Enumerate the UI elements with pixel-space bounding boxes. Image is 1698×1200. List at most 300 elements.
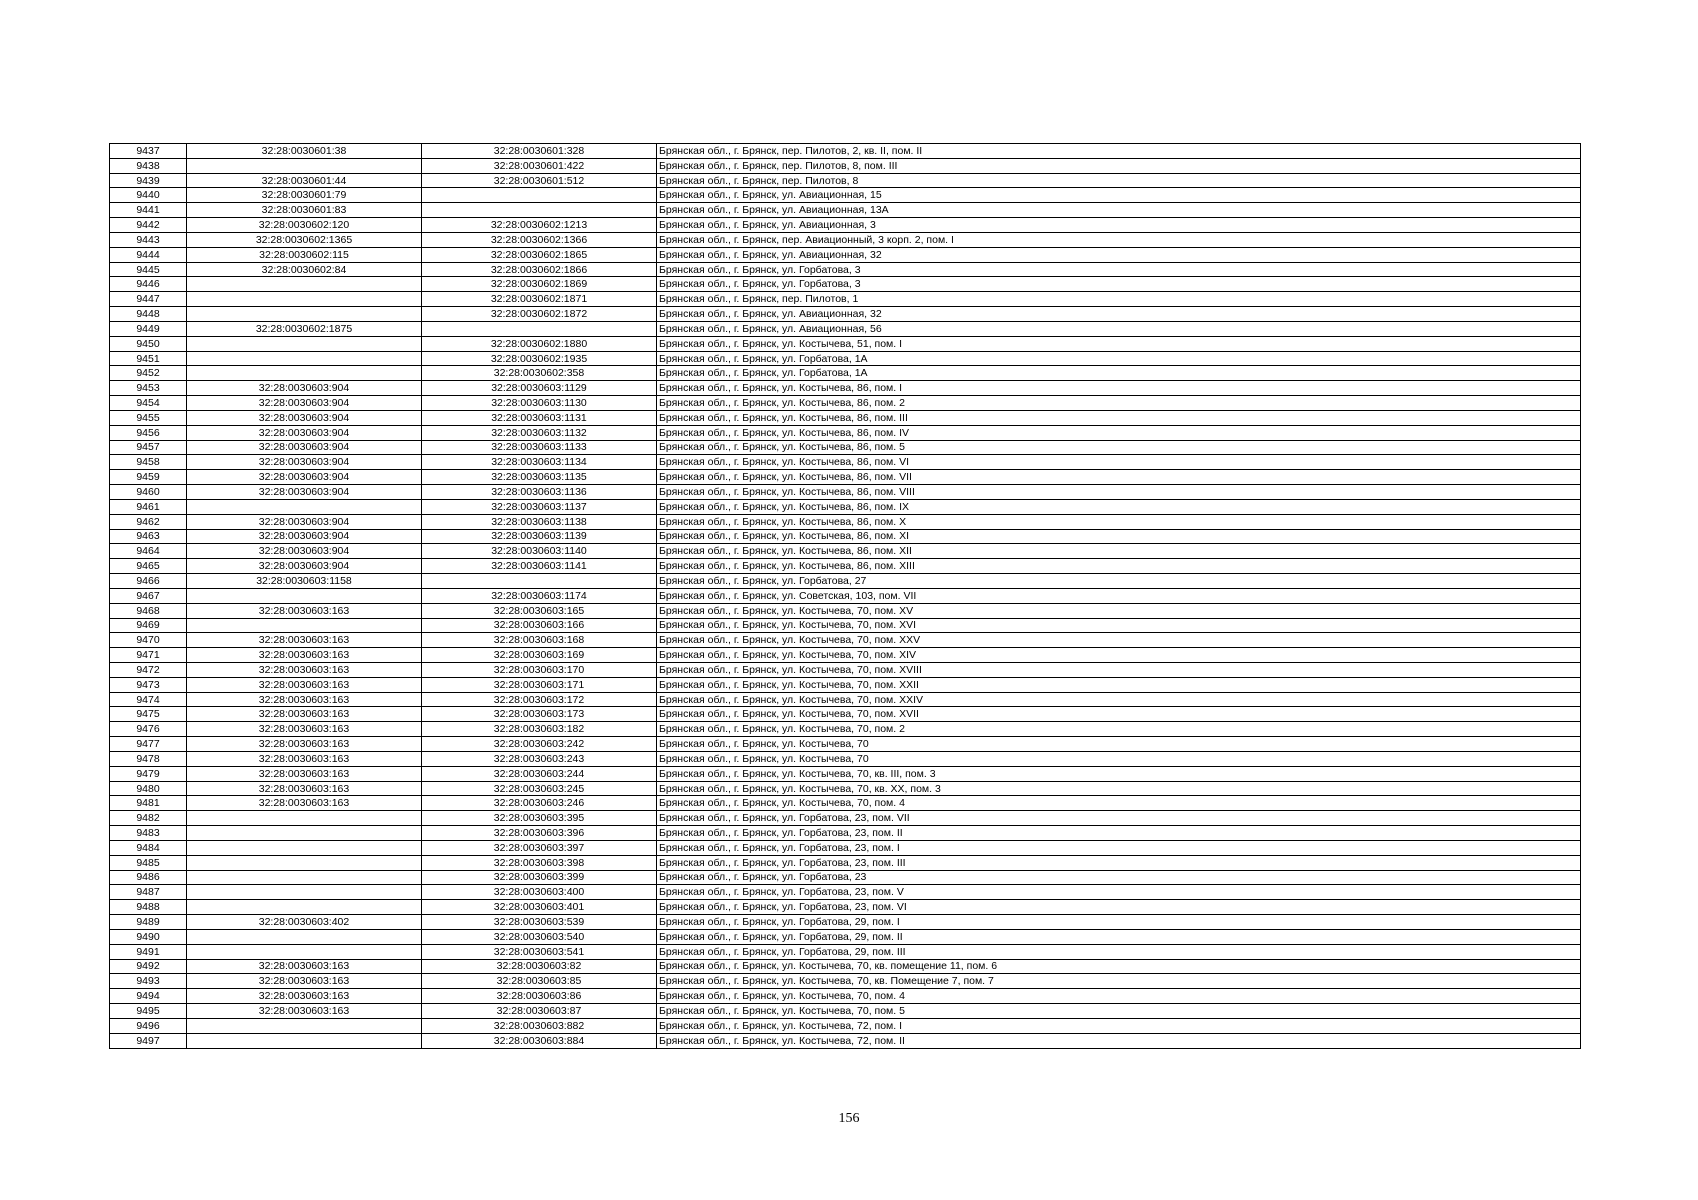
address-cell: Брянская обл., г. Брянск, ул. Костычева, 70, пом. 4 [657, 796, 1581, 811]
row-number-cell: 9449 [110, 321, 187, 336]
address-cell: Брянская обл., г. Брянск, ул. Горбатова, 29, пом. III [657, 944, 1581, 959]
cadastral-number-cell: 32:28:0030602:1865 [422, 247, 657, 262]
cadastral-number-cell [422, 203, 657, 218]
address-cell: Брянская обл., г. Брянск, пер. Пилотов, 2, кв. II, пом. II [657, 144, 1581, 159]
address-cell: Брянская обл., г. Брянск, пер. Пилотов, 1 [657, 292, 1581, 307]
row-number-cell: 9461 [110, 499, 187, 514]
row-number-cell: 9477 [110, 737, 187, 752]
cadastral-number-cell: 32:28:0030603:1133 [422, 440, 657, 455]
address-cell: Брянская обл., г. Брянск, ул. Костычева, 70, пом. XIV [657, 648, 1581, 663]
row-number-cell: 9478 [110, 751, 187, 766]
table-row [110, 158, 1581, 173]
parent-cadastral-number-cell: 32:28:0030603:163 [187, 1004, 422, 1019]
cadastral-number-cell: 32:28:0030603:1140 [422, 544, 657, 559]
address-cell: Брянская обл., г. Брянск, ул. Костычева, 70, кв. III, пом. 3 [657, 766, 1581, 781]
cadastral-number-cell: 32:28:0030603:397 [422, 840, 657, 855]
row-number-cell: 9451 [110, 351, 187, 366]
cadastral-number-cell: 32:28:0030601:328 [422, 144, 657, 159]
address-cell: Брянская обл., г. Брянск, ул. Костычева, 70, пом. XVII [657, 707, 1581, 722]
row-number-cell: 9473 [110, 677, 187, 692]
table-row [110, 677, 1581, 692]
cadastral-number-cell: 32:28:0030603:165 [422, 603, 657, 618]
cadastral-number-cell: 32:28:0030603:395 [422, 811, 657, 826]
cadastral-number-cell: 32:28:0030603:540 [422, 929, 657, 944]
parent-cadastral-number-cell [187, 811, 422, 826]
cadastral-number-cell: 32:28:0030603:1138 [422, 514, 657, 529]
parent-cadastral-number-cell [187, 336, 422, 351]
parent-cadastral-number-cell: 32:28:0030603:904 [187, 455, 422, 470]
row-number-cell: 9448 [110, 307, 187, 322]
table-row [110, 974, 1581, 989]
parent-cadastral-number-cell: 32:28:0030603:904 [187, 544, 422, 559]
parent-cadastral-number-cell [187, 292, 422, 307]
table-row [110, 455, 1581, 470]
cadastral-number-cell: 32:28:0030603:541 [422, 944, 657, 959]
address-cell: Брянская обл., г. Брянск, ул. Костычева, 70, пом. 4 [657, 989, 1581, 1004]
address-cell: Брянская обл., г. Брянск, ул. Горбатова, 23, пом. VII [657, 811, 1581, 826]
row-number-cell: 9493 [110, 974, 187, 989]
table-row [110, 840, 1581, 855]
parent-cadastral-number-cell: 32:28:0030603:163 [187, 692, 422, 707]
table-row [110, 173, 1581, 188]
address-cell: Брянская обл., г. Брянск, ул. Костычева, 72, пом. II [657, 1033, 1581, 1048]
cadastral-number-cell: 32:28:0030601:422 [422, 158, 657, 173]
row-number-cell: 9468 [110, 603, 187, 618]
parent-cadastral-number-cell: 32:28:0030603:904 [187, 485, 422, 500]
address-cell: Брянская обл., г. Брянск, ул. Костычева, 86, пом. VIII [657, 485, 1581, 500]
table-row [110, 307, 1581, 322]
cadastral-number-cell: 32:28:0030603:169 [422, 648, 657, 663]
table-row [110, 989, 1581, 1004]
address-cell: Брянская обл., г. Брянск, ул. Авиационная, 32 [657, 247, 1581, 262]
table-row [110, 366, 1581, 381]
table-row [110, 885, 1581, 900]
row-number-cell: 9491 [110, 944, 187, 959]
parent-cadastral-number-cell: 32:28:0030603:402 [187, 915, 422, 930]
row-number-cell: 9453 [110, 381, 187, 396]
row-number-cell: 9438 [110, 158, 187, 173]
table-row [110, 662, 1581, 677]
parent-cadastral-number-cell [187, 1033, 422, 1048]
parent-cadastral-number-cell: 32:28:0030603:904 [187, 425, 422, 440]
cadastral-number-cell: 32:28:0030603:1132 [422, 425, 657, 440]
parent-cadastral-number-cell: 32:28:0030603:1158 [187, 574, 422, 589]
address-cell: Брянская обл., г. Брянск, пер. Авиационный, 3 корп. 2, пом. I [657, 232, 1581, 247]
table-row [110, 559, 1581, 574]
row-number-cell: 9483 [110, 826, 187, 841]
table-row [110, 603, 1581, 618]
table-row [110, 959, 1581, 974]
row-number-cell: 9485 [110, 855, 187, 870]
table-row [110, 440, 1581, 455]
address-cell: Брянская обл., г. Брянск, ул. Костычева, 70, пом. XV [657, 603, 1581, 618]
parent-cadastral-number-cell: 32:28:0030602:115 [187, 247, 422, 262]
address-cell: Брянская обл., г. Брянск, ул. Костычева, 51, пом. I [657, 336, 1581, 351]
address-cell: Брянская обл., г. Брянск, ул. Костычева, 86, пом. 2 [657, 396, 1581, 411]
address-cell: Брянская обл., г. Брянск, ул. Костычева, 86, пом. III [657, 410, 1581, 425]
cadastral-number-cell: 32:28:0030603:399 [422, 870, 657, 885]
row-number-cell: 9442 [110, 218, 187, 233]
row-number-cell: 9467 [110, 588, 187, 603]
table-row [110, 870, 1581, 885]
parent-cadastral-number-cell [187, 840, 422, 855]
parent-cadastral-number-cell [187, 855, 422, 870]
parent-cadastral-number-cell: 32:28:0030602:120 [187, 218, 422, 233]
parent-cadastral-number-cell: 32:28:0030603:904 [187, 381, 422, 396]
table-row [110, 485, 1581, 500]
address-cell: Брянская обл., г. Брянск, ул. Авиационная, 3 [657, 218, 1581, 233]
row-number-cell: 9469 [110, 618, 187, 633]
address-cell: Брянская обл., г. Брянск, ул. Костычева, 70, пом. 5 [657, 1004, 1581, 1019]
table-row [110, 529, 1581, 544]
table-row [110, 396, 1581, 411]
cadastral-number-cell: 32:28:0030603:398 [422, 855, 657, 870]
row-number-cell: 9456 [110, 425, 187, 440]
address-cell: Брянская обл., г. Брянск, ул. Авиационная, 32 [657, 307, 1581, 322]
parent-cadastral-number-cell: 32:28:0030603:163 [187, 707, 422, 722]
cadastral-number-cell: 32:28:0030602:1366 [422, 232, 657, 247]
cadastral-number-cell: 32:28:0030603:1141 [422, 559, 657, 574]
row-number-cell: 9446 [110, 277, 187, 292]
address-cell: Брянская обл., г. Брянск, ул. Костычева, 70, пом. 2 [657, 722, 1581, 737]
table-row [110, 781, 1581, 796]
row-number-cell: 9464 [110, 544, 187, 559]
row-number-cell: 9488 [110, 900, 187, 915]
cadastral-number-cell [422, 188, 657, 203]
address-cell: Брянская обл., г. Брянск, ул. Горбатова, 23, пом. V [657, 885, 1581, 900]
row-number-cell: 9441 [110, 203, 187, 218]
row-number-cell: 9439 [110, 173, 187, 188]
parent-cadastral-number-cell [187, 277, 422, 292]
cadastral-number-cell: 32:28:0030603:539 [422, 915, 657, 930]
row-number-cell: 9497 [110, 1033, 187, 1048]
cadastral-number-cell: 32:28:0030603:882 [422, 1018, 657, 1033]
table-row [110, 188, 1581, 203]
address-cell: Брянская обл., г. Брянск, ул. Горбатова, 23 [657, 870, 1581, 885]
cadastral-number-cell: 32:28:0030603:85 [422, 974, 657, 989]
address-cell: Брянская обл., г. Брянск, ул. Горбатова, 27 [657, 574, 1581, 589]
table-row [110, 203, 1581, 218]
table-row [110, 766, 1581, 781]
row-number-cell: 9463 [110, 529, 187, 544]
table-row [110, 247, 1581, 262]
row-number-cell: 9458 [110, 455, 187, 470]
address-cell: Брянская обл., г. Брянск, пер. Пилотов, 8 [657, 173, 1581, 188]
address-cell: Брянская обл., г. Брянск, ул. Костычева, 86, пом. 5 [657, 440, 1581, 455]
row-number-cell: 9492 [110, 959, 187, 974]
address-cell: Брянская обл., г. Брянск, ул. Горбатова, 23, пом. I [657, 840, 1581, 855]
cadastral-number-cell: 32:28:0030603:86 [422, 989, 657, 1004]
row-number-cell: 9472 [110, 662, 187, 677]
parent-cadastral-number-cell [187, 158, 422, 173]
parent-cadastral-number-cell: 32:28:0030603:163 [187, 662, 422, 677]
cadastral-number-cell: 32:28:0030603:1129 [422, 381, 657, 396]
parent-cadastral-number-cell: 32:28:0030603:904 [187, 410, 422, 425]
address-cell: Брянская обл., г. Брянск, ул. Костычева, 86, пом. IX [657, 499, 1581, 514]
cadastral-number-cell: 32:28:0030603:1137 [422, 499, 657, 514]
table-row [110, 855, 1581, 870]
table-row [110, 277, 1581, 292]
cadastral-number-cell: 32:28:0030602:1935 [422, 351, 657, 366]
table-row [110, 425, 1581, 440]
parent-cadastral-number-cell: 32:28:0030603:163 [187, 796, 422, 811]
table-row [110, 499, 1581, 514]
parent-cadastral-number-cell [187, 944, 422, 959]
row-number-cell: 9481 [110, 796, 187, 811]
address-cell: Брянская обл., г. Брянск, ул. Костычева, 86, пом. X [657, 514, 1581, 529]
table-row [110, 351, 1581, 366]
row-number-cell: 9490 [110, 929, 187, 944]
address-cell: Брянская обл., г. Брянск, ул. Костычева, 86, пом. IV [657, 425, 1581, 440]
parent-cadastral-number-cell [187, 929, 422, 944]
cadastral-number-cell: 32:28:0030603:401 [422, 900, 657, 915]
address-cell: Брянская обл., г. Брянск, ул. Советская, 103, пом. VII [657, 588, 1581, 603]
row-number-cell: 9479 [110, 766, 187, 781]
parent-cadastral-number-cell: 32:28:0030601:83 [187, 203, 422, 218]
parent-cadastral-number-cell: 32:28:0030603:904 [187, 440, 422, 455]
table-row [110, 1018, 1581, 1033]
cadastral-number-cell: 32:28:0030602:1872 [422, 307, 657, 322]
address-cell: Брянская обл., г. Брянск, ул. Костычева, 70, пом. XVIII [657, 662, 1581, 677]
table-row [110, 648, 1581, 663]
row-number-cell: 9482 [110, 811, 187, 826]
address-cell: Брянская обл., г. Брянск, ул. Костычева, 70, пом. XXIV [657, 692, 1581, 707]
address-cell: Брянская обл., г. Брянск, ул. Горбатова, 23, пом. II [657, 826, 1581, 841]
parent-cadastral-number-cell [187, 351, 422, 366]
cadastral-number-cell: 32:28:0030603:396 [422, 826, 657, 841]
cadastral-number-cell: 32:28:0030602:358 [422, 366, 657, 381]
address-cell: Брянская обл., г. Брянск, ул. Костычева, 70, пом. XVI [657, 618, 1581, 633]
parent-cadastral-number-cell [187, 870, 422, 885]
table-row [110, 826, 1581, 841]
parent-cadastral-number-cell [187, 885, 422, 900]
row-number-cell: 9437 [110, 144, 187, 159]
row-number-cell: 9443 [110, 232, 187, 247]
cadastral-number-cell: 32:28:0030603:82 [422, 959, 657, 974]
table-row [110, 588, 1581, 603]
address-cell: Брянская обл., г. Брянск, ул. Горбатова, 29, пом. I [657, 915, 1581, 930]
row-number-cell: 9459 [110, 470, 187, 485]
table-row [110, 218, 1581, 233]
table-row [110, 410, 1581, 425]
address-cell: Брянская обл., г. Брянск, ул. Костычева, 86, пом. VI [657, 455, 1581, 470]
table-row [110, 692, 1581, 707]
address-cell: Брянская обл., г. Брянск, ул. Костычева, 70, кв. XX, пом. 3 [657, 781, 1581, 796]
address-cell: Брянская обл., г. Брянск, ул. Костычева, 86, пом. I [657, 381, 1581, 396]
row-number-cell: 9462 [110, 514, 187, 529]
cadastral-number-cell [422, 574, 657, 589]
parent-cadastral-number-cell: 32:28:0030603:163 [187, 989, 422, 1004]
cadastral-number-cell: 32:28:0030603:246 [422, 796, 657, 811]
cadastral-number-cell: 32:28:0030603:244 [422, 766, 657, 781]
row-number-cell: 9494 [110, 989, 187, 1004]
parent-cadastral-number-cell: 32:28:0030603:163 [187, 766, 422, 781]
parent-cadastral-number-cell: 32:28:0030603:904 [187, 529, 422, 544]
table-row [110, 929, 1581, 944]
cadastral-number-cell: 32:28:0030602:1871 [422, 292, 657, 307]
cadastral-number-cell: 32:28:0030603:87 [422, 1004, 657, 1019]
table-row [110, 751, 1581, 766]
table-row [110, 915, 1581, 930]
cadastral-number-cell: 32:28:0030603:1136 [422, 485, 657, 500]
cadastral-number-cell: 32:28:0030602:1866 [422, 262, 657, 277]
parent-cadastral-number-cell: 32:28:0030603:904 [187, 470, 422, 485]
cadastral-number-cell: 32:28:0030602:1213 [422, 218, 657, 233]
parent-cadastral-number-cell [187, 588, 422, 603]
address-cell: Брянская обл., г. Брянск, ул. Костычева, 86, пом. XII [657, 544, 1581, 559]
table-row [110, 618, 1581, 633]
parent-cadastral-number-cell: 32:28:0030603:163 [187, 722, 422, 737]
row-number-cell: 9465 [110, 559, 187, 574]
row-number-cell: 9474 [110, 692, 187, 707]
row-number-cell: 9476 [110, 722, 187, 737]
parent-cadastral-number-cell: 32:28:0030603:904 [187, 396, 422, 411]
parent-cadastral-number-cell: 32:28:0030602:84 [187, 262, 422, 277]
parent-cadastral-number-cell [187, 307, 422, 322]
address-cell: Брянская обл., г. Брянск, ул. Костычева, 70, кв. помещение 11, пом. 6 [657, 959, 1581, 974]
parent-cadastral-number-cell [187, 826, 422, 841]
table-row [110, 944, 1581, 959]
address-cell: Брянская обл., г. Брянск, ул. Авиационная, 56 [657, 321, 1581, 336]
cadastral-number-cell: 32:28:0030603:245 [422, 781, 657, 796]
table-row [110, 232, 1581, 247]
parent-cadastral-number-cell [187, 618, 422, 633]
row-number-cell: 9440 [110, 188, 187, 203]
parent-cadastral-number-cell: 32:28:0030603:163 [187, 959, 422, 974]
row-number-cell: 9489 [110, 915, 187, 930]
parent-cadastral-number-cell [187, 1018, 422, 1033]
table-row [110, 514, 1581, 529]
cadastral-number-cell: 32:28:0030603:166 [422, 618, 657, 633]
parent-cadastral-number-cell: 32:28:0030603:163 [187, 633, 422, 648]
parent-cadastral-number-cell: 32:28:0030603:163 [187, 603, 422, 618]
cadastral-number-cell: 32:28:0030602:1869 [422, 277, 657, 292]
cadastral-number-cell: 32:28:0030603:1135 [422, 470, 657, 485]
address-cell: Брянская обл., г. Брянск, ул. Горбатова, 23, пом. VI [657, 900, 1581, 915]
table-row [110, 811, 1581, 826]
parent-cadastral-number-cell [187, 366, 422, 381]
row-number-cell: 9496 [110, 1018, 187, 1033]
address-cell: Брянская обл., г. Брянск, ул. Горбатова, 23, пом. III [657, 855, 1581, 870]
row-number-cell: 9460 [110, 485, 187, 500]
row-number-cell: 9495 [110, 1004, 187, 1019]
registry-table [109, 143, 1581, 1049]
parent-cadastral-number-cell: 32:28:0030603:163 [187, 781, 422, 796]
parent-cadastral-number-cell: 32:28:0030601:38 [187, 144, 422, 159]
table-row [110, 321, 1581, 336]
cadastral-number-cell [422, 321, 657, 336]
page-number: 156 [838, 1111, 860, 1126]
table-row [110, 633, 1581, 648]
row-number-cell: 9444 [110, 247, 187, 262]
parent-cadastral-number-cell: 32:28:0030602:1875 [187, 321, 422, 336]
table-row [110, 1033, 1581, 1048]
address-cell: Брянская обл., г. Брянск, ул. Авиационная, 13А [657, 203, 1581, 218]
cadastral-number-cell: 32:28:0030603:884 [422, 1033, 657, 1048]
row-number-cell: 9454 [110, 396, 187, 411]
cadastral-number-cell: 32:28:0030601:512 [422, 173, 657, 188]
address-cell: Брянская обл., г. Брянск, ул. Горбатова, 3 [657, 277, 1581, 292]
row-number-cell: 9486 [110, 870, 187, 885]
address-cell: Брянская обл., г. Брянск, пер. Пилотов, 8, пом. III [657, 158, 1581, 173]
parent-cadastral-number-cell: 32:28:0030603:163 [187, 648, 422, 663]
address-cell: Брянская обл., г. Брянск, ул. Костычева, 70, кв. Помещение 7, пом. 7 [657, 974, 1581, 989]
table-row [110, 144, 1581, 159]
cadastral-number-cell: 32:28:0030603:171 [422, 677, 657, 692]
table-row [110, 722, 1581, 737]
address-cell: Брянская обл., г. Брянск, ул. Костычева, 86, пом. XI [657, 529, 1581, 544]
parent-cadastral-number-cell: 32:28:0030601:44 [187, 173, 422, 188]
parent-cadastral-number-cell: 32:28:0030603:904 [187, 559, 422, 574]
address-cell: Брянская обл., г. Брянск, ул. Горбатова, 1А [657, 366, 1581, 381]
cadastral-number-cell: 32:28:0030603:1174 [422, 588, 657, 603]
table-row [110, 574, 1581, 589]
cadastral-number-cell: 32:28:0030603:172 [422, 692, 657, 707]
table-row [110, 1004, 1581, 1019]
table-row [110, 381, 1581, 396]
parent-cadastral-number-cell: 32:28:0030601:79 [187, 188, 422, 203]
address-cell: Брянская обл., г. Брянск, ул. Костычева, 70 [657, 737, 1581, 752]
address-cell: Брянская обл., г. Брянск, ул. Костычева, 86, пом. XIII [657, 559, 1581, 574]
table-row [110, 900, 1581, 915]
parent-cadastral-number-cell [187, 499, 422, 514]
address-cell: Брянская обл., г. Брянск, ул. Костычева, 70, пом. XXII [657, 677, 1581, 692]
registry-table-body [110, 144, 1581, 1049]
cadastral-number-cell: 32:28:0030603:1131 [422, 410, 657, 425]
cadastral-number-cell: 32:28:0030603:400 [422, 885, 657, 900]
parent-cadastral-number-cell: 32:28:0030603:163 [187, 751, 422, 766]
row-number-cell: 9470 [110, 633, 187, 648]
table-row [110, 544, 1581, 559]
address-cell: Брянская обл., г. Брянск, ул. Авиационная, 15 [657, 188, 1581, 203]
cadastral-number-cell: 32:28:0030603:173 [422, 707, 657, 722]
row-number-cell: 9471 [110, 648, 187, 663]
row-number-cell: 9480 [110, 781, 187, 796]
row-number-cell: 9450 [110, 336, 187, 351]
cadastral-number-cell: 32:28:0030603:1134 [422, 455, 657, 470]
row-number-cell: 9455 [110, 410, 187, 425]
cadastral-number-cell: 32:28:0030603:182 [422, 722, 657, 737]
table-row [110, 470, 1581, 485]
parent-cadastral-number-cell: 32:28:0030603:163 [187, 677, 422, 692]
cadastral-number-cell: 32:28:0030603:168 [422, 633, 657, 648]
address-cell: Брянская обл., г. Брянск, ул. Костычева, 70 [657, 751, 1581, 766]
cadastral-number-cell: 32:28:0030603:170 [422, 662, 657, 677]
address-cell: Брянская обл., г. Брянск, ул. Горбатова, 3 [657, 262, 1581, 277]
parent-cadastral-number-cell: 32:28:0030603:163 [187, 974, 422, 989]
row-number-cell: 9487 [110, 885, 187, 900]
address-cell: Брянская обл., г. Брянск, ул. Костычева, 70, пом. XXV [657, 633, 1581, 648]
table-row [110, 796, 1581, 811]
cadastral-number-cell: 32:28:0030603:1130 [422, 396, 657, 411]
row-number-cell: 9484 [110, 840, 187, 855]
parent-cadastral-number-cell: 32:28:0030602:1365 [187, 232, 422, 247]
row-number-cell: 9452 [110, 366, 187, 381]
cadastral-number-cell: 32:28:0030603:1139 [422, 529, 657, 544]
table-row [110, 292, 1581, 307]
address-cell: Брянская обл., г. Брянск, ул. Горбатова, 1А [657, 351, 1581, 366]
table-row [110, 737, 1581, 752]
cadastral-number-cell: 32:28:0030602:1880 [422, 336, 657, 351]
row-number-cell: 9466 [110, 574, 187, 589]
table-row [110, 336, 1581, 351]
row-number-cell: 9475 [110, 707, 187, 722]
parent-cadastral-number-cell: 32:28:0030603:904 [187, 514, 422, 529]
row-number-cell: 9457 [110, 440, 187, 455]
address-cell: Брянская обл., г. Брянск, ул. Костычева, 86, пом. VII [657, 470, 1581, 485]
table-row [110, 707, 1581, 722]
row-number-cell: 9445 [110, 262, 187, 277]
